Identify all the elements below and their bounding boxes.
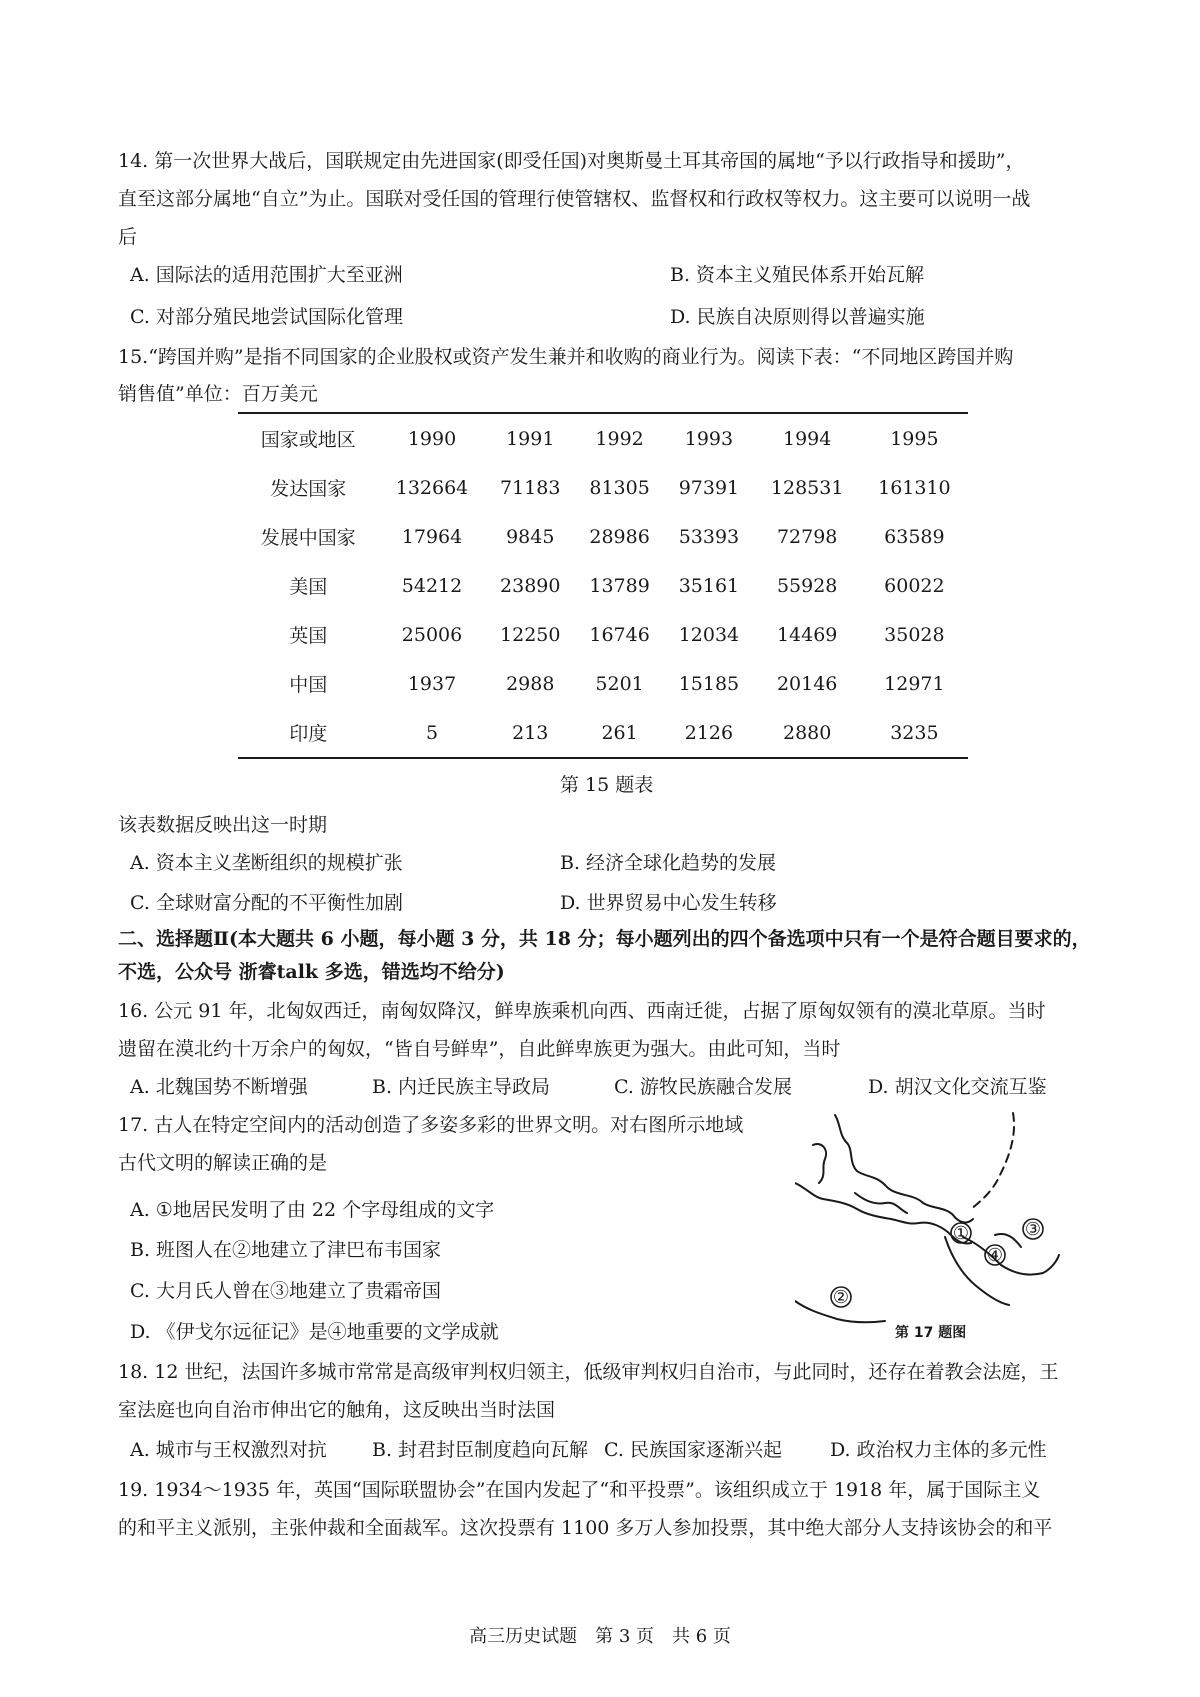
- mna-table: [238, 412, 968, 759]
- world-region-map: [795, 1105, 1060, 1340]
- q18-option-d: D. 政治权力主体的多元性: [830, 1439, 1047, 1461]
- table-cell: 35161: [678, 574, 740, 597]
- map-marker-4: ④: [986, 1245, 1004, 1266]
- q16-line-2: 遗留在漠北约十万余户的匈奴，“皆自号鲜卑”，自此鲜卑族更为强大。由此可知，当时: [118, 1038, 841, 1060]
- q14-line-2: 直至这部分属地“自立”为止。国联对受任国的管理行使管辖权、监督权和行政权等权力。这主要可以说明一战: [118, 188, 1031, 210]
- table-header-cell: 1992: [595, 427, 644, 450]
- q14-option-c: C. 对部分殖民地尝试国际化管理: [130, 306, 403, 328]
- q16-option-a: A. 北魏国势不断增强: [130, 1076, 308, 1098]
- q14-option-d: D. 民族自决原则得以普遍实施: [670, 306, 925, 328]
- table-cell: 印度: [289, 723, 328, 745]
- q18-line-2: 室法庭也向自治市伸出它的触角，这反映出当时法国: [118, 1399, 556, 1421]
- map-caption: 第 17 题图: [895, 1325, 967, 1340]
- q14-option-a: A. 国际法的适用范围扩大至亚洲: [130, 264, 403, 286]
- table-cell: 54212: [401, 574, 463, 597]
- q16-option-c: C. 游牧民族融合发展: [614, 1076, 792, 1098]
- table-cell: 12250: [500, 623, 561, 646]
- q15-option-b: B. 经济全球化趋势的发展: [560, 852, 777, 874]
- table-row: [238, 463, 968, 512]
- table-cell: 英国: [289, 625, 328, 647]
- table-cell: 中国: [289, 674, 328, 696]
- table-cell: 12034: [678, 623, 740, 646]
- table-cell: 美国: [289, 576, 328, 598]
- table-cell: 5: [425, 721, 439, 744]
- q15-option-a: A. 资本主义垄断组织的规模扩张: [130, 852, 403, 874]
- table-cell: 16746: [589, 623, 650, 646]
- table-row: [238, 512, 968, 561]
- table-cell: 81305: [589, 476, 650, 499]
- table-cell: 14469: [776, 623, 838, 646]
- q18-option-a: A. 城市与王权激烈对抗: [130, 1439, 327, 1461]
- table-row: [238, 659, 968, 708]
- q14-line-1: 14. 第一次世界大战后，国联规定由先进国家(即受任国)对奥斯曼土耳其帝国的属地“予以行政指导和援助”，: [118, 150, 1025, 172]
- table-header-cell: 国家或地区: [260, 429, 356, 451]
- table-cell: 2880: [782, 721, 832, 744]
- table-cell: 55928: [776, 574, 838, 597]
- table-cell: 23890: [500, 574, 561, 597]
- q17-option-b: B. 班图人在②地建立了津巴布韦国家: [130, 1239, 442, 1261]
- table-cell: 5201: [595, 672, 644, 695]
- table-cell: 161310: [878, 476, 951, 499]
- table-header-cell: 1995: [890, 427, 939, 450]
- table-header-cell: 1993: [684, 427, 734, 450]
- q17-option-a: A. ①地居民发明了由 22 个字母组成的文字: [130, 1199, 495, 1221]
- table-cell: 17964: [401, 525, 463, 548]
- table-header-cell: 1990: [407, 427, 457, 450]
- table-cell: 132664: [395, 476, 469, 499]
- table-cell: 1937: [407, 672, 457, 695]
- table-cell: 发达国家: [270, 478, 347, 500]
- q16-line-1: 16. 公元 91 年，北匈奴西迁，南匈奴降汉，鲜卑族乘机向西、西南迁徙，占据了原匈奴领有的漠北草原。当时: [118, 1000, 1046, 1022]
- q14-line-3: 后: [118, 226, 138, 248]
- map-marker-2: ②: [832, 1287, 850, 1308]
- table-cell: 128531: [770, 476, 844, 499]
- table-cell: 2988: [506, 672, 555, 695]
- q17-option-d: D. 《伊戈尔远征记》是④地重要的文学成就: [130, 1321, 499, 1343]
- table-header-cell: 1991: [506, 427, 555, 450]
- table-cell: 15185: [678, 672, 740, 695]
- table-cell: 35028: [884, 623, 945, 646]
- table-cell: 12971: [884, 672, 945, 695]
- table-cell: 13789: [589, 574, 650, 597]
- table-cell: 3235: [890, 721, 939, 744]
- table-cell: 25006: [401, 623, 463, 646]
- q15-stem: 该表数据反映出这一时期: [118, 814, 328, 836]
- table-cell: 发展中国家: [260, 527, 356, 549]
- table-cell: 53393: [678, 525, 740, 548]
- q18-option-c: C. 民族国家逐渐兴起: [604, 1439, 782, 1461]
- q17-option-c: C. 大月氏人曾在③地建立了贵霜帝国: [130, 1280, 441, 1302]
- table-row: [238, 610, 968, 659]
- table-caption: 第 15 题表: [560, 774, 654, 796]
- q17-line-1: 17. 古人在特定空间内的活动创造了多姿多彩的世界文明。对右图所示地域: [118, 1114, 744, 1136]
- table-cell: 28986: [589, 525, 650, 548]
- q15-line-2: 销售值”单位：百万美元: [118, 383, 318, 405]
- table-cell: 97391: [678, 476, 740, 499]
- q19-line-2: 的和平主义派别，主张仲裁和全面裁军。这次投票有 1100 多万人参加投票，其中绝大部分人支持该协会的和平: [118, 1517, 1053, 1539]
- map-marker-1: ①: [952, 1223, 970, 1244]
- table-cell: 9845: [506, 525, 555, 548]
- q18-line-1: 18. 12 世纪，法国许多城市常常是高级审判权归领主，低级审判权归自治市，与此同时，还存在着教会法庭，王: [118, 1361, 1059, 1383]
- table-cell: 71183: [500, 476, 561, 499]
- q15-option-c: C. 全球财富分配的不平衡性加剧: [130, 892, 403, 914]
- page-footer: 高三历史试题 第 3 页 共 6 页: [469, 1626, 731, 1647]
- q19-line-1: 19. 1934～1935 年，英国“国际联盟协会”在国内发起了“和平投票”。该组织成立于 1918 年，属于国际主义: [118, 1479, 1041, 1501]
- table-cell: 72798: [776, 525, 838, 548]
- section2-line-1: 二、选择题Ⅱ(本大题共 6 小题，每小题 3 分，共 18 分；每小题列出的四个备选项中只有一个是符合题目要求的，: [118, 928, 1091, 950]
- q18-option-b: B. 封君封臣制度趋向瓦解: [372, 1439, 589, 1461]
- q16-option-b: B. 内迁民族主导政局: [372, 1076, 551, 1098]
- table-cell: 2126: [684, 721, 734, 744]
- table-cell: 213: [512, 721, 549, 744]
- table-row: [238, 561, 968, 610]
- table-header-row: [238, 413, 968, 463]
- q15-line-1: 15.“跨国并购”是指不同国家的企业股权或资产发生兼并和收购的商业行为。阅读下表：“不同地区跨国并购: [118, 346, 1014, 368]
- table-row: [238, 708, 968, 758]
- q16-option-d: D. 胡汉文化交流互鉴: [868, 1076, 1047, 1098]
- q15-option-d: D. 世界贸易中心发生转移: [560, 892, 777, 914]
- table-cell: 63589: [884, 525, 945, 548]
- map-marker-3: ③: [1024, 1219, 1042, 1240]
- table-cell: 261: [601, 721, 638, 744]
- table-cell: 60022: [884, 574, 945, 597]
- section2-line-2: 不选，公众号 浙睿talk 多选，错选均不给分): [118, 961, 505, 983]
- table-header-cell: 1994: [782, 427, 832, 450]
- q17-line-2: 古代文明的解读正确的是: [118, 1152, 328, 1174]
- table-cell: 20146: [776, 672, 838, 695]
- q14-option-b: B. 资本主义殖民体系开始瓦解: [670, 264, 925, 286]
